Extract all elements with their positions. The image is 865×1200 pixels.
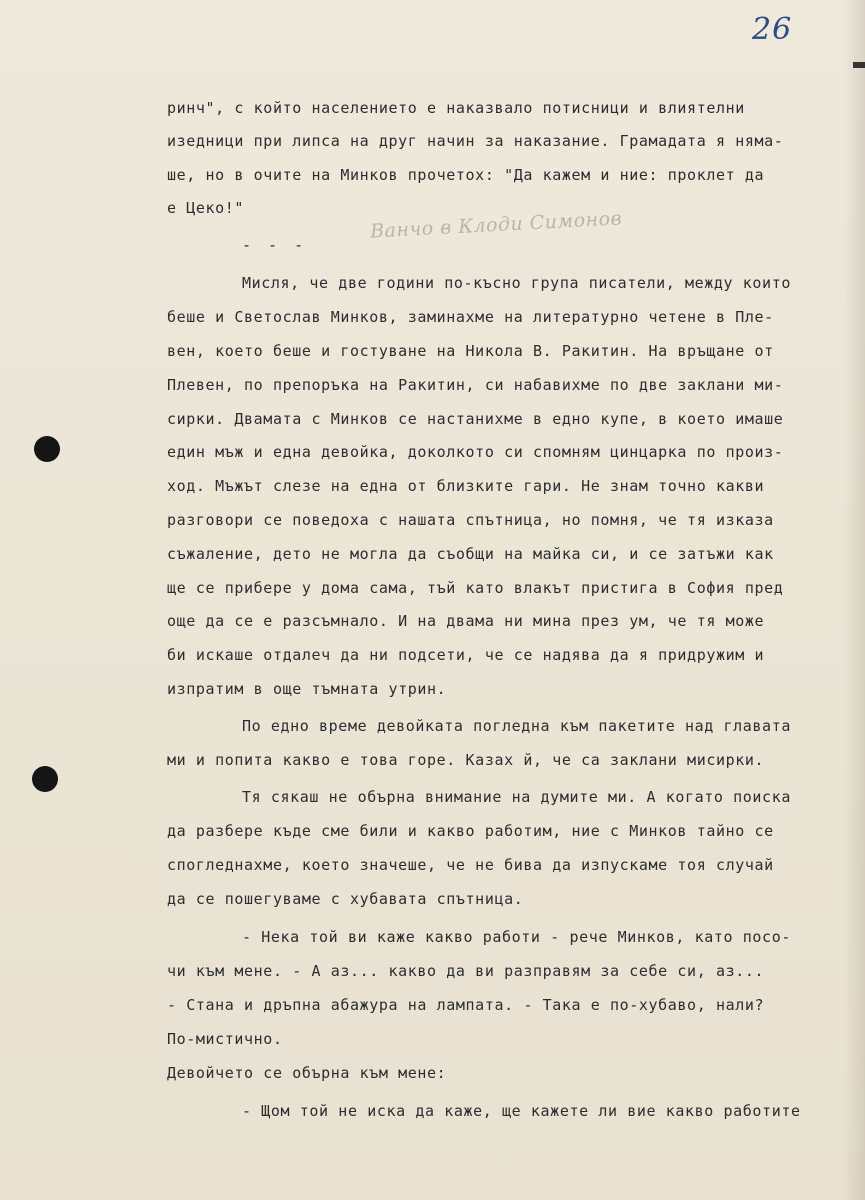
text-line: да разбере къде сме били и какво работим, ние с Минков тайно се <box>167 822 774 840</box>
text-line: съжаление, дето не могла да съобщи на майка си, и се затъжи как <box>167 545 774 563</box>
text-line: един мъж и една девойка, доколкото си спомням цинцарка по произ- <box>167 443 784 461</box>
text-line: Плевен, по препоръка на Ракитин, си набавихме по две заклани ми- <box>167 376 784 394</box>
text-line: По едно време девойката погледна към пакетите над главата <box>242 717 791 735</box>
text-line: Тя сякаш не обърна внимание на думите ми. А когато поиска <box>242 788 791 806</box>
text-line: сирки. Двамата с Минков се настанихме в едно купе, в което имаше <box>167 410 784 428</box>
text-line: чи към мене. - А аз... какво да ви разправям за себе си, аз... <box>167 962 765 980</box>
section-separator: - - - <box>242 236 308 254</box>
text-line: - Щом той не иска да каже, ще кажете ли вие какво работите <box>242 1102 801 1120</box>
text-line: вен, което беше и гостуване на Никола В. Ракитин. На връщане от <box>167 342 774 360</box>
pencil-annotation: Ванчо в Клоди Симонов <box>369 207 623 243</box>
text-line: изедници при липса на друг начин за наказание. Грамадата я няма- <box>167 132 784 150</box>
text-line: да се пошегуваме с хубавата спътница. <box>167 890 524 908</box>
text-line: е Цеко!" <box>167 199 245 217</box>
text-line: Мисля, че две години по-късно група писатели, между които <box>242 274 791 292</box>
text-line: Девойчето се обърна към мене: <box>167 1064 447 1082</box>
text-line: още да се е разсъмнало. И на двама ни мина през ум, че тя може <box>167 612 765 630</box>
text-line: - Стана и дръпна абажура на лампата. - Така е по-хубаво, нали? <box>167 996 765 1014</box>
text-line: би искаше отдалеч да ни подсети, че се надява да я придружим и <box>167 646 765 664</box>
text-line: ход. Мъжът слезе на една от близките гари. Не знам точно какви <box>167 477 765 495</box>
text-line: разговори се поведоха с нашата спътница, но помня, че тя изказа <box>167 511 774 529</box>
text-line: беше и Светослав Минков, заминахме на литературно четене в Пле- <box>167 308 774 326</box>
text-line: ше, но в очите на Минков прочетох: "Да кажем и ние: проклет да <box>167 166 765 184</box>
text-line: ще се прибере у дома сама, тъй като влакът пристига в София пред <box>167 579 784 597</box>
text-line: ми и попита какво е това горе. Казах й, че са заклани мисирки. <box>167 751 765 769</box>
text-line: спогледнахме, което значеше, че не бива да изпускаме тоя случай <box>167 856 774 874</box>
text-line: ринч", с който населението е наказвало потисници и влиятелни <box>167 99 745 117</box>
text-line: - Нека той ви каже какво работи - рече Минков, като посо- <box>242 928 791 946</box>
text-line: По-мистично. <box>167 1030 283 1048</box>
page-number: 26 <box>752 12 793 47</box>
text-line: изпратим в още тъмната утрин. <box>167 680 447 698</box>
